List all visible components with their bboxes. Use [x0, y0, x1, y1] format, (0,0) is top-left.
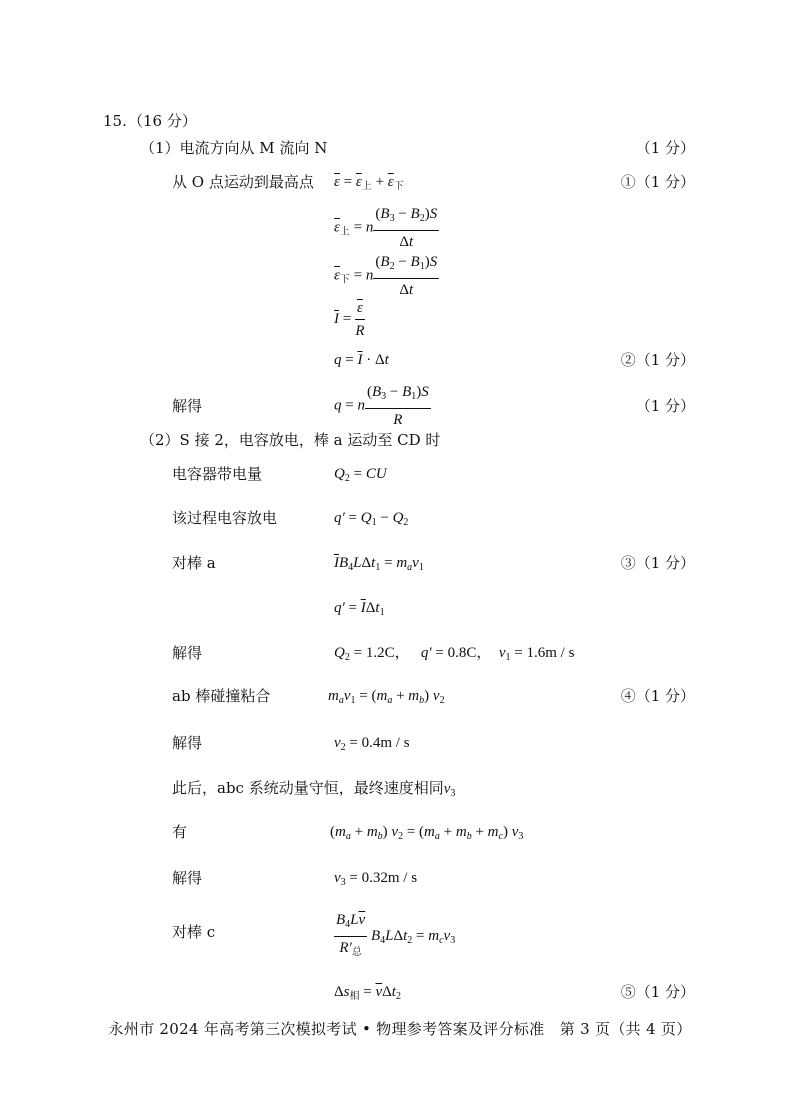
eq1-score: ①（1 分）	[620, 173, 695, 191]
eq-qprime: $q' = Q_1 - Q_2$	[334, 510, 409, 528]
eq-q2: $Q_2$ = CU	[334, 466, 387, 484]
label-capacitor: 电容器带电量	[172, 465, 263, 483]
eq-emf-upper: $\overline{\varepsilon}_上 = n$ $\frac{(B_3 - B_2)S}{\Delta t}$	[334, 206, 438, 250]
eq-emf-total: $\overline{\varepsilon} = \overline{\varepsilon}_上 + \overline{\varepsilon}_下$	[334, 174, 404, 192]
label-collision: ab 棒碰撞粘合	[172, 687, 271, 705]
eq-results-1: $Q_2 = 1.2C$， q′ = 0.8C， $v_1 = 1.6m / s$	[334, 645, 575, 663]
part1-score: （1 分）	[635, 139, 695, 157]
label-after: 此后，abc 系统动量守恒，最终速度相同$v_3$	[172, 779, 456, 799]
score4: ④（1 分）	[620, 687, 695, 705]
label-rod-a: 对棒 a	[172, 554, 216, 572]
label-solve-3: 解得	[172, 734, 203, 752]
eq-v3: $v_3 = 0.32m / s$	[334, 870, 418, 888]
part2-label: （2）S 接 2，电容放电，棒 a 运动至 CD 时	[140, 431, 441, 449]
score5: ⑤（1 分）	[620, 983, 695, 1001]
eq-rod-c: $\frac{B_4L\overline{v}}{R'_总}$ $B_4L\Delta t_2 = m_cv_3$	[336, 912, 456, 958]
eq-current: $\overline{I}$ = $\frac{\overline{\varepsilon}}{R}$	[334, 300, 365, 339]
question-number: 15.	[103, 112, 127, 130]
eq-impulse-a: $\overline{I}B_4L\Delta t_1 = m_av_1$	[334, 555, 424, 573]
eq-collision: $m_av_1 = (m_a + m_b)$ $v_2$	[328, 688, 445, 706]
label-rod-c: 对棒 c	[172, 923, 216, 941]
eq-charge: $q = \overline{I} \cdot \Delta t$	[334, 352, 389, 368]
label-solve-4: 解得	[172, 869, 203, 887]
solve-label-1: 解得	[172, 397, 203, 415]
eq-v2: $v_2 = 0.4m / s$	[334, 735, 410, 753]
eq5-score: ②（1 分）	[620, 351, 695, 369]
part1-label: （1）电流方向从 M 流向 N	[140, 139, 328, 157]
solve-score: （1 分）	[635, 397, 695, 415]
eq-momentum: $(m_a + m_b) v_2 = (m_a + m_b + m_c)$ $v_3$	[330, 824, 524, 842]
page-footer: 永州市 2024 年高考第三次模拟考试 • 物理参考答案及评分标准 第 3 页（共 4 页）	[108, 1020, 692, 1038]
label-process: 该过程电容放电	[172, 509, 278, 527]
eq-relative-displacement: $\Delta s_相 = \overline{v}\Delta t_2$	[334, 984, 401, 1002]
question-points: （16 分）	[128, 112, 197, 130]
step-label: 从 O 点运动到最高点	[172, 173, 314, 191]
eq-emf-lower: $\overline{\varepsilon}_下 = n$ $\frac{(B_2 - B_1)S}{\Delta t}$	[334, 254, 438, 298]
score3: ③（1 分）	[620, 554, 695, 572]
eq-charge-result: q = n $\frac{(B_3 - B_1)S}{R}$	[334, 384, 429, 428]
label-solve-2: 解得	[172, 644, 203, 662]
eq-qprime-impulse: $q' = \overline{I}\Delta t_1$	[334, 600, 385, 618]
label-have: 有	[172, 823, 188, 841]
